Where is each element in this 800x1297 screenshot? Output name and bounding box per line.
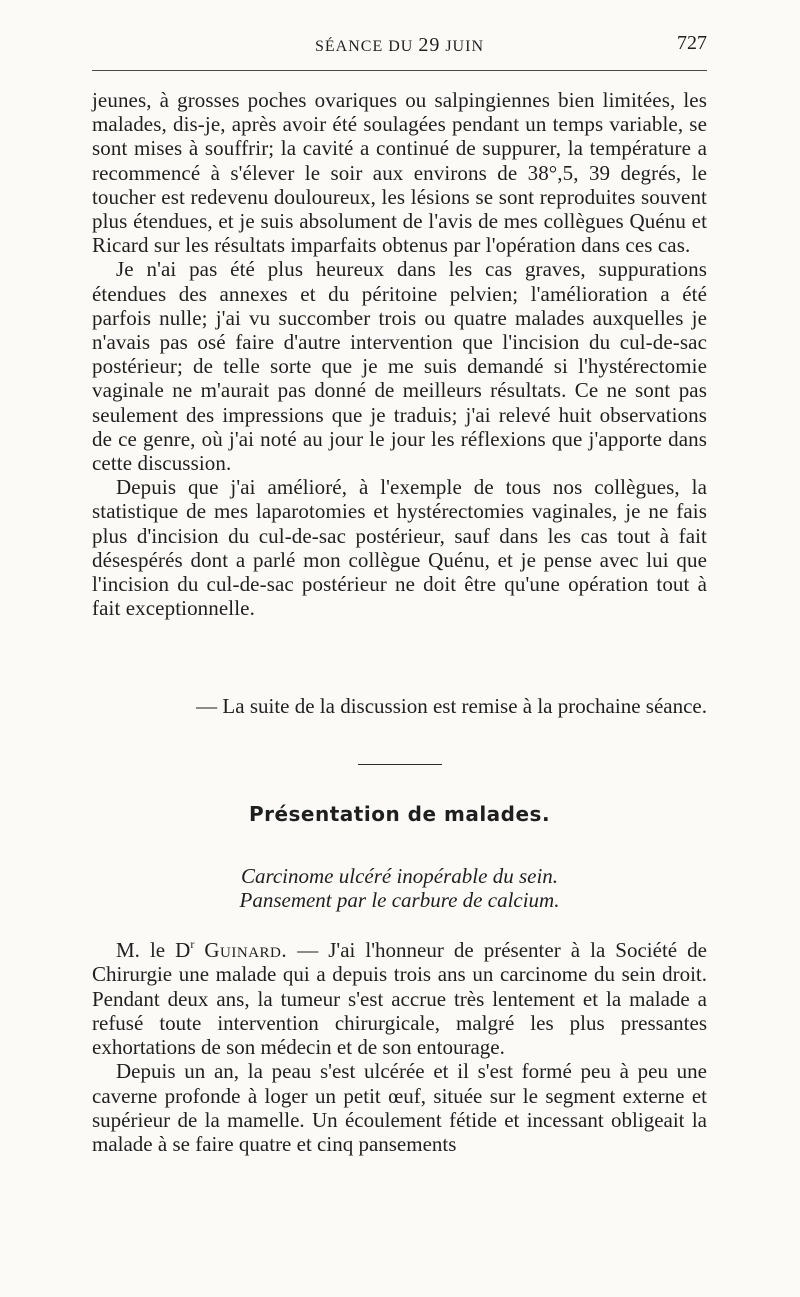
case-subtitle [92, 864, 707, 912]
header-rule [92, 70, 707, 71]
closing-note: — La suite de la discussion est remise à la prochaine séance. [196, 694, 707, 718]
paragraph-body: — J'ai l'honneur de présenter à la Société de Chirurgie une malade qui a depuis trois ans un carcinome du sein droit. Pendant deux ans, la tumeur s'est accrue très lentement et la malade a refusé toute intervention chirurgicale, malgré les plus pressantes exhortations de son médecin et de son entourage. [92, 938, 707, 1060]
paragraph: Depuis un an, la peau s'est ulcérée et il s'est formé peu à peu une caverne profonde à loger un petit œuf, située sur le segment externe et supérieur de la mamelle. Un écoulement fétide et incessant obligeait la malade à se faire quatre et cinq pansements [92, 1059, 707, 1157]
running-title-month: JUIN [445, 38, 484, 55]
running-title-day: 29 [418, 34, 441, 56]
presentation-text [92, 938, 707, 1157]
running-head [92, 34, 707, 56]
running-title [92, 34, 707, 57]
paragraph [92, 938, 707, 1059]
paragraph: Depuis que j'ai amélioré, à l'exemple de tous nos collègues, la statistique de mes laparotomies et hystérectomies vaginales, je ne fais plus d'incision du cul-de-sac postérieur, sauf dans les cas tout à fait désespérés dont a parlé mon collègue Quénu, et je pense avec lui que l'incision du cul-de-sac postérieur ne doit être qu'une opération tout à fait exceptionnelle. [92, 475, 707, 621]
speaker-title-sup: r [190, 937, 195, 951]
section-heading: Présentation de malades. [248, 802, 551, 826]
paragraph: Je n'ai pas été plus heureux dans les cas graves, suppurations étendues des annexes et du péritoine pelvien; l'amélioration a été parfois nulle; j'ai vu succomber trois ou quatre malades auxquelles je n'avais pas osé faire d'autre intervention que l'incision du cul-de-sac postérieur; de telle sorte que je me suis demandé si l'hystérectomie vaginale ne m'aurait pas donné de meilleurs résultats. Ce ne sont pas seulement des impressions que je traduis; j'ai relevé huit observations de ce genre, où j'ai noté au jour le jour les réflexions que j'apporte dans cette discussion. [92, 257, 707, 476]
subtitle-line-2: Pansement par le carbure de calcium. [239, 888, 560, 912]
page-number: 727 [677, 32, 707, 54]
section-separator-rule [358, 764, 442, 765]
discussion-text [92, 88, 707, 620]
paragraph-continued: jeunes, à grosses poches ovariques ou salpingiennes bien limitées, les malades, dis-je, après avoir été soulagées pendant un temps variable, se sont mises à souffrir; la cavité a continué de suppurer, la température a recommencé à s'élever le soir aux environs de 38°,5, 39 degrés, le toucher est redevenu douloureux, les lésions se sont reproduites souvent plus étendues, et je suis absolument de l'avis de mes collègues Quénu et Ricard sur les résultats imparfaits obtenus par l'opération dans ces cas. [92, 88, 707, 258]
running-title-prefix: SÉANCE DU [314, 38, 414, 55]
speaker-prefix: M. le D [116, 938, 191, 962]
subtitle-line-1: Carcinome ulcéré inopérable du sein. [240, 864, 559, 888]
speaker-name: Guinard. [204, 938, 288, 962]
